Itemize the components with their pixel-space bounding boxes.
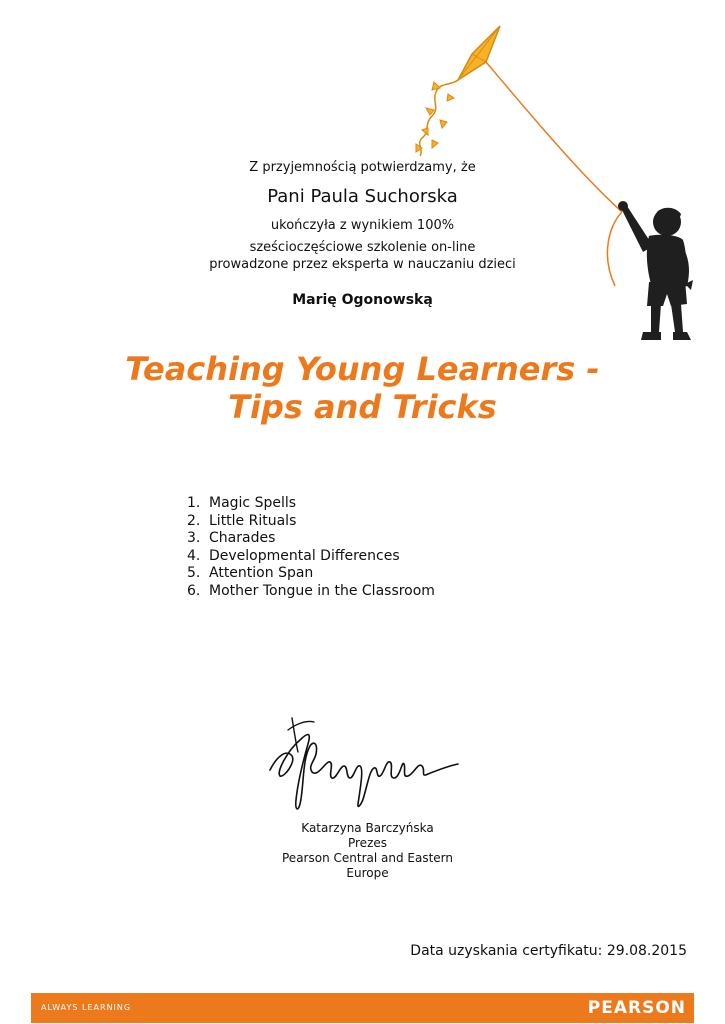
list-item: 5. Attention Span [187, 565, 314, 582]
description-line-2: prowadzone przez eksperta w nauczaniu dzieci [209, 257, 516, 272]
signatory-org-line-2: Europe [346, 866, 389, 880]
signatory-block [190, 821, 545, 881]
list-item: 4. Developmental Differences [187, 547, 400, 564]
list-item: 6. Mother Tongue in the Classroom [187, 582, 435, 599]
signatory-org-line-1: Pearson Central and Eastern [282, 851, 453, 865]
list-item: 2. Little Rituals [187, 512, 297, 529]
signature [262, 700, 462, 820]
list-item: 1. Magic Spells [187, 495, 297, 511]
footer-tagline: ALWAYS LEARNING [41, 1003, 132, 1012]
expert-name: Marię Ogonowską [292, 292, 433, 308]
recipient-name: Pani Paula Suchorska [267, 186, 458, 207]
course-title-line-1: Teaching Young Learners - [125, 350, 600, 388]
signatory-role: Prezes [347, 836, 387, 850]
course-title [0, 350, 725, 426]
description-line-1: sześcioczęściowe szkolenie on-line [249, 240, 476, 255]
score-text: ukończyła z wynikiem 100% [270, 218, 455, 233]
list-item: 3. Charades [187, 530, 276, 547]
signatory-name: Katarzyna Barczyńska [301, 821, 434, 835]
intro-text: Z przyjemnością potwierdzamy, że [249, 160, 476, 175]
module-list [187, 495, 435, 601]
footer-brand-logo: PEARSON [587, 998, 686, 1018]
certificate-date: Data uzyskania certyfikatu: 29.08.2015 [410, 943, 687, 959]
footer-bar [31, 993, 694, 1023]
course-title-line-2: Tips and Tricks [228, 388, 497, 426]
